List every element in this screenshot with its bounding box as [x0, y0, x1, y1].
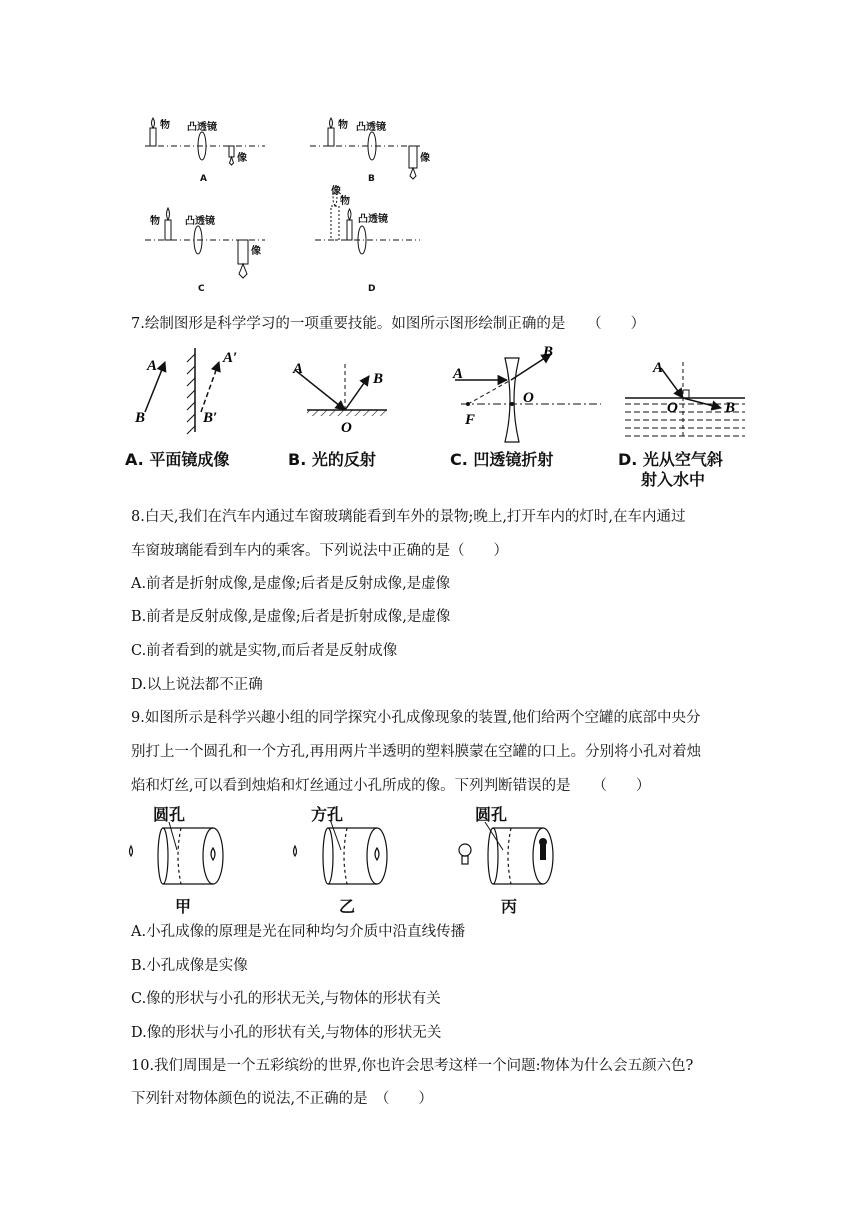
q8-stem-line2: 车窗玻璃能看到车内的乘客。下列说法中正确的是（ ） [131, 543, 508, 559]
q9-option-b: B.小孔成像是实像 [131, 958, 248, 974]
q7d-label-b: B [725, 400, 736, 416]
q7b-label-o: O [341, 420, 352, 436]
q7a-label-a-prime: A′ [223, 350, 238, 366]
q8-option-a: A.前者是折射成像,是虚像;后者是反射成像,是虚像 [131, 576, 451, 592]
q9-option-a: A.小孔成像的原理是光在同种均匀介质中沿直线传播 [131, 924, 466, 940]
q7a-label-a: A [147, 358, 158, 374]
q9-hole-label-jia: 圆孔 [153, 805, 186, 824]
q9-panel-bing: 丙 [501, 897, 518, 916]
q6-image-label-a: 像 [237, 153, 247, 164]
q6-image-label-d: 像 [331, 186, 341, 197]
q10-stem-line2: 下列针对物体颜色的说法,不正确的是 （ ） [131, 1091, 433, 1107]
q6-lens-label-b: 凸透镜 [356, 122, 386, 133]
q7a-label-b-prime: B′ [203, 410, 218, 426]
q6-obj-label-c: 物 [150, 216, 160, 227]
q9-stem-line3: 焰和灯丝,可以看到烛焰和灯丝通过小孔所成的像。下列判断错误的是 （ ） [131, 778, 651, 794]
q6-obj-label-b: 物 [338, 120, 348, 131]
q9-option-d: D.像的形状与小孔的形状有关,与物体的形状无关 [131, 1025, 442, 1041]
q7c-label-b: B [543, 344, 554, 360]
q9-option-c: C.像的形状与小孔的形状无关,与物体的形状有关 [131, 991, 441, 1007]
q9-panel-yi: 乙 [339, 897, 356, 916]
q6-panel-b: B [368, 174, 375, 184]
q7-caption-b: B. 光的反射 [288, 450, 376, 469]
q6-panel-a: A [200, 174, 207, 184]
q6-lens-label-c: 凸透镜 [185, 216, 215, 227]
q7c-label-o: O [523, 390, 534, 406]
q7c-label-a: A [453, 366, 464, 382]
q8-option-d: D.以上说法都不正确 [131, 677, 263, 693]
q7b-label-a: A [293, 361, 304, 377]
q7b-label-b: B [373, 371, 384, 387]
q6-panel-c: C [198, 284, 205, 294]
q6-obj-label-a: 物 [160, 120, 170, 131]
q8-stem-line1: 8.白天,我们在汽车内通过车窗玻璃能看到车外的景物;晚上,打开车内的灯时,在车内通过 [131, 509, 686, 525]
q8-option-b: B.前者是反射成像,是虚像;后者是折射成像,是虚像 [131, 609, 451, 625]
q6-image-label-c: 像 [251, 246, 261, 257]
q7d-label-o: O [667, 400, 678, 416]
q7a-label-b: B [135, 410, 146, 426]
q7c-label-f: F [465, 412, 476, 428]
q7-caption-c: C. 凹透镜折射 [450, 450, 554, 469]
q7-stem: 7.绘制图形是科学学习的一项重要技能。如图所示图形绘制正确的是 （ ） [131, 316, 646, 332]
q9-hole-label-yi: 方孔 [311, 805, 344, 824]
q6-lens-label-a: 凸透镜 [187, 122, 217, 133]
q9-stem-line2: 别打上一个圆孔和一个方孔,再用两片半透明的塑料膜蒙在空罐的口上。分别将小孔对着烛 [131, 744, 702, 760]
q6-obj-label-d: 物 [340, 196, 350, 207]
q8-option-c: C.前者看到的就是实物,而后者是反射成像 [131, 643, 398, 659]
q7-figures [125, 340, 765, 445]
q6-lens-figure [130, 108, 430, 298]
q6-panel-d: D [368, 284, 376, 294]
q7-caption-d1: D. 光从空气斜 [618, 450, 723, 469]
q9-stem-line1: 9.如图所示是科学兴趣小组的同学探究小孔成像现象的装置,他们给两个空罐的底部中央分 [131, 710, 701, 726]
q9-hole-label-bing: 圆孔 [475, 805, 508, 824]
q9-panel-jia: 甲 [175, 897, 192, 916]
q10-stem-line1: 10.我们周围是一个五彩缤纷的世界,你也许会思考这样一个问题:物体为什么会五颜六色? [131, 1058, 694, 1074]
q9-pinhole-figure [125, 800, 575, 918]
q6-image-label-b: 像 [420, 153, 430, 164]
q7-caption-a: A. 平面镜成像 [125, 450, 230, 469]
q6-lens-label-d: 凸透镜 [358, 214, 388, 225]
q7-caption-d2: 射入水中 [641, 470, 706, 489]
q7d-label-a: A [653, 360, 664, 376]
